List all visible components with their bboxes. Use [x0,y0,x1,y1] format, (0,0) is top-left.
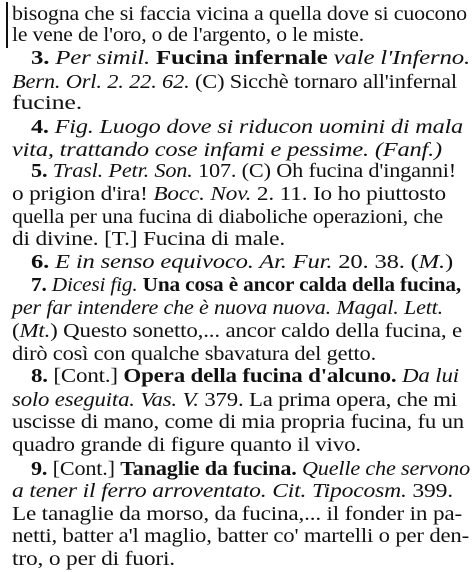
text-run: fucine. [12,93,82,114]
text-run: 6. [31,252,50,273]
text-run: M. [418,252,445,273]
text-run: [Cont.] [47,459,121,480]
text-run: Tanaglie da fucina. [120,459,297,480]
text-line [12,343,376,367]
text-run: uscisse di mano, come di mia propria fucina, fu un [12,412,464,433]
text-run: Bern. Orl. 2. 22. 62. [12,72,196,93]
text-run: dirò così con qualche sbavatura del getto. [12,344,377,365]
text-run: Per simil. [49,48,157,69]
text-run: Dicesi fig. [46,275,143,296]
text-line [12,548,175,572]
text-run: 8. [31,366,48,387]
text-run: (C) Sicchè tornaro all'infernal [195,72,457,93]
text-line [12,297,443,321]
text-line [31,116,463,140]
margin-rule [6,2,8,48]
text-line [31,274,461,298]
text-line [12,228,285,252]
text-run: quella per una fucina di diaboliche operazioni, che [12,207,444,228]
text-run: 4. [31,117,49,138]
text-run: Trasl. Petr. Son. [47,161,199,182]
text-run: ) [444,252,453,273]
text-line [31,458,470,482]
text-run: per far intendere che è nuova nuova. Magal. Lett. [12,298,444,319]
text-run: Quelle che servono [296,459,470,480]
text-run: le vene de l'oro, o de l'argento, o le miste. [12,25,364,46]
text-run: 20. 38. ( [338,252,419,273]
text-run: ( [12,321,20,342]
text-run: 9. [31,459,48,480]
text-run: Una cosa è ancor calda della fucina, [142,275,461,296]
text-line [12,411,464,435]
text-run: 2. 11. Io ho piuttosto [256,184,447,205]
text-run: 5. [31,161,48,182]
text-run: vita, trattando cose infami e pessime. (Fanf.) [12,140,443,161]
text-line [12,206,443,230]
text-line [31,251,453,275]
text-run: 7. [31,275,47,296]
text-run: netti, batter a'l maglio, batter co' martelli o per den- [12,526,469,547]
text-run: quadro grande di figure quanto il vivo. [12,435,362,456]
text-line [12,183,446,207]
text-line [31,365,459,389]
text-run: Le tanaglie da morso, da fucina,... il fonder in pa- [12,504,462,525]
text-run: di divine. [T.] Fucina di male. [12,229,285,250]
text-line [12,480,453,504]
text-run: 107. (C) Oh fucina d'inganni! [198,161,456,182]
text-line [12,320,462,344]
text-line [12,24,364,48]
text-line [31,47,470,71]
text-run: E in senso equivoco. Ar. Fur. [49,252,339,273]
text-run: o prigion d'ira! [12,184,154,205]
text-line [31,160,456,184]
text-run: 3. [31,48,50,69]
text-run: tro, o per di fuori. [12,549,175,570]
text-run: 399. [412,481,453,502]
text-run: Opera della fucina d'alcuno. [123,366,397,387]
text-line [12,503,462,527]
text-run: Fucina infernale [156,48,328,69]
text-run: Fig. Luogo dove si riducon uomini di mala [48,117,463,138]
text-run: 379. La prima opera, che mi [204,390,457,411]
text-run: a tener il ferro arroventato. Cit. Tipocosm. [12,481,413,502]
text-run: vale l'Inferno. [327,48,471,69]
text-run: Bocc. Nov. [153,184,257,205]
text-line [12,434,361,458]
text-line [12,389,457,413]
text-run: Da lui [396,366,460,387]
text-line [12,92,82,116]
text-run: [Cont.] [47,366,124,387]
text-run: ) Questo sonetto,... ancor caldo della fucina, e [50,321,462,342]
text-line [12,525,469,549]
text-run: solo eseguita. Vas. V. [12,390,205,411]
text-run: bisogna che si faccia vicina a quella dove si cuocono [12,4,467,25]
text-run: Mt. [19,321,51,342]
